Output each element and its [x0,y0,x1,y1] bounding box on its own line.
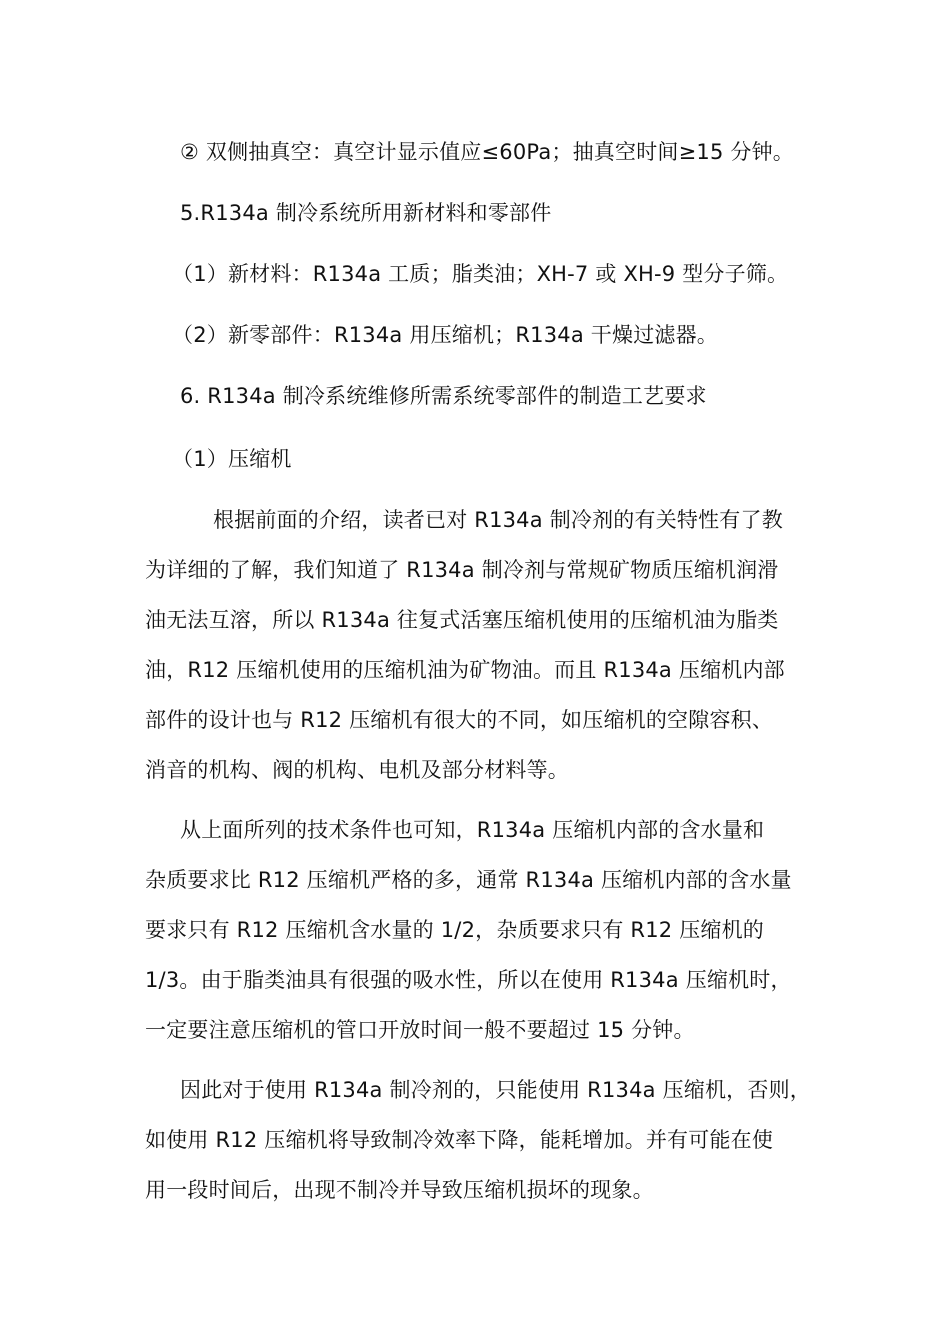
paragraph-1-line-2: 为详细的了解，我们知道了 R134a 制冷剂与常规矿物质压缩机润滑 [145,558,779,582]
paragraph-2-line-4: 1/3。由于脂类油具有很强的吸水性，所以在使用 R134a 压缩机时， [145,968,792,992]
text-line-new-parts: （2）新零部件：R134a 用压缩机；R134a 干燥过滤器。 [172,323,718,347]
paragraph-2-line-3: 要求只有 R12 压缩机含水量的 1/2，杂质要求只有 R12 压缩机的 [145,918,764,942]
text-line-vacuum-spec: ② 双侧抽真空：真空计显示值应≤60Pa；抽真空时间≥15 分钟。 [180,140,794,164]
paragraph-3-line-2: 如使用 R12 压缩机将导致制冷效率下降，能耗增加。并有可能在使 [145,1128,774,1152]
paragraph-1-line-5: 部件的设计也与 R12 压缩机有很大的不同，如压缩机的空隙容积、 [145,708,774,732]
paragraph-2-line-1: 从上面所列的技术条件也可知，R134a 压缩机内部的含水量和 [180,818,765,842]
paragraph-1-line-1: 根据前面的介绍，读者已对 R134a 制冷剂的有关特性有了教 [213,508,783,532]
paragraph-1-line-6: 消音的机构、阀的机构、电机及部分材料等。 [145,758,569,782]
subheading-compressor: （1）压缩机 [172,447,292,471]
paragraph-3-line-3: 用一段时间后，出现不制冷并导致压缩机损坏的现象。 [145,1178,654,1202]
paragraph-2-line-2: 杂质要求比 R12 压缩机严格的多，通常 R134a 压缩机内部的含水量 [145,868,792,892]
paragraph-3-line-1: 因此对于使用 R134a 制冷剂的，只能使用 R134a 压缩机，否则， [180,1078,811,1102]
paragraph-2-line-5: 一定要注意压缩机的管口开放时间一般不要超过 15 分钟。 [145,1018,695,1042]
text-line-new-materials: （1）新材料：R134a 工质；脂类油；XH-7 或 XH-9 型分子筛。 [172,262,789,286]
paragraph-1-line-3: 油无法互溶，所以 R134a 往复式活塞压缩机使用的压缩机油为脂类 [145,608,779,632]
paragraph-1-line-4: 油，R12 压缩机使用的压缩机油为矿物油。而且 R134a 压缩机内部 [145,658,785,682]
section-heading-5: 5.R134a 制冷系统所用新材料和零部件 [180,201,552,225]
section-heading-6: 6. R134a 制冷系统维修所需系统零部件的制造工艺要求 [180,384,707,408]
